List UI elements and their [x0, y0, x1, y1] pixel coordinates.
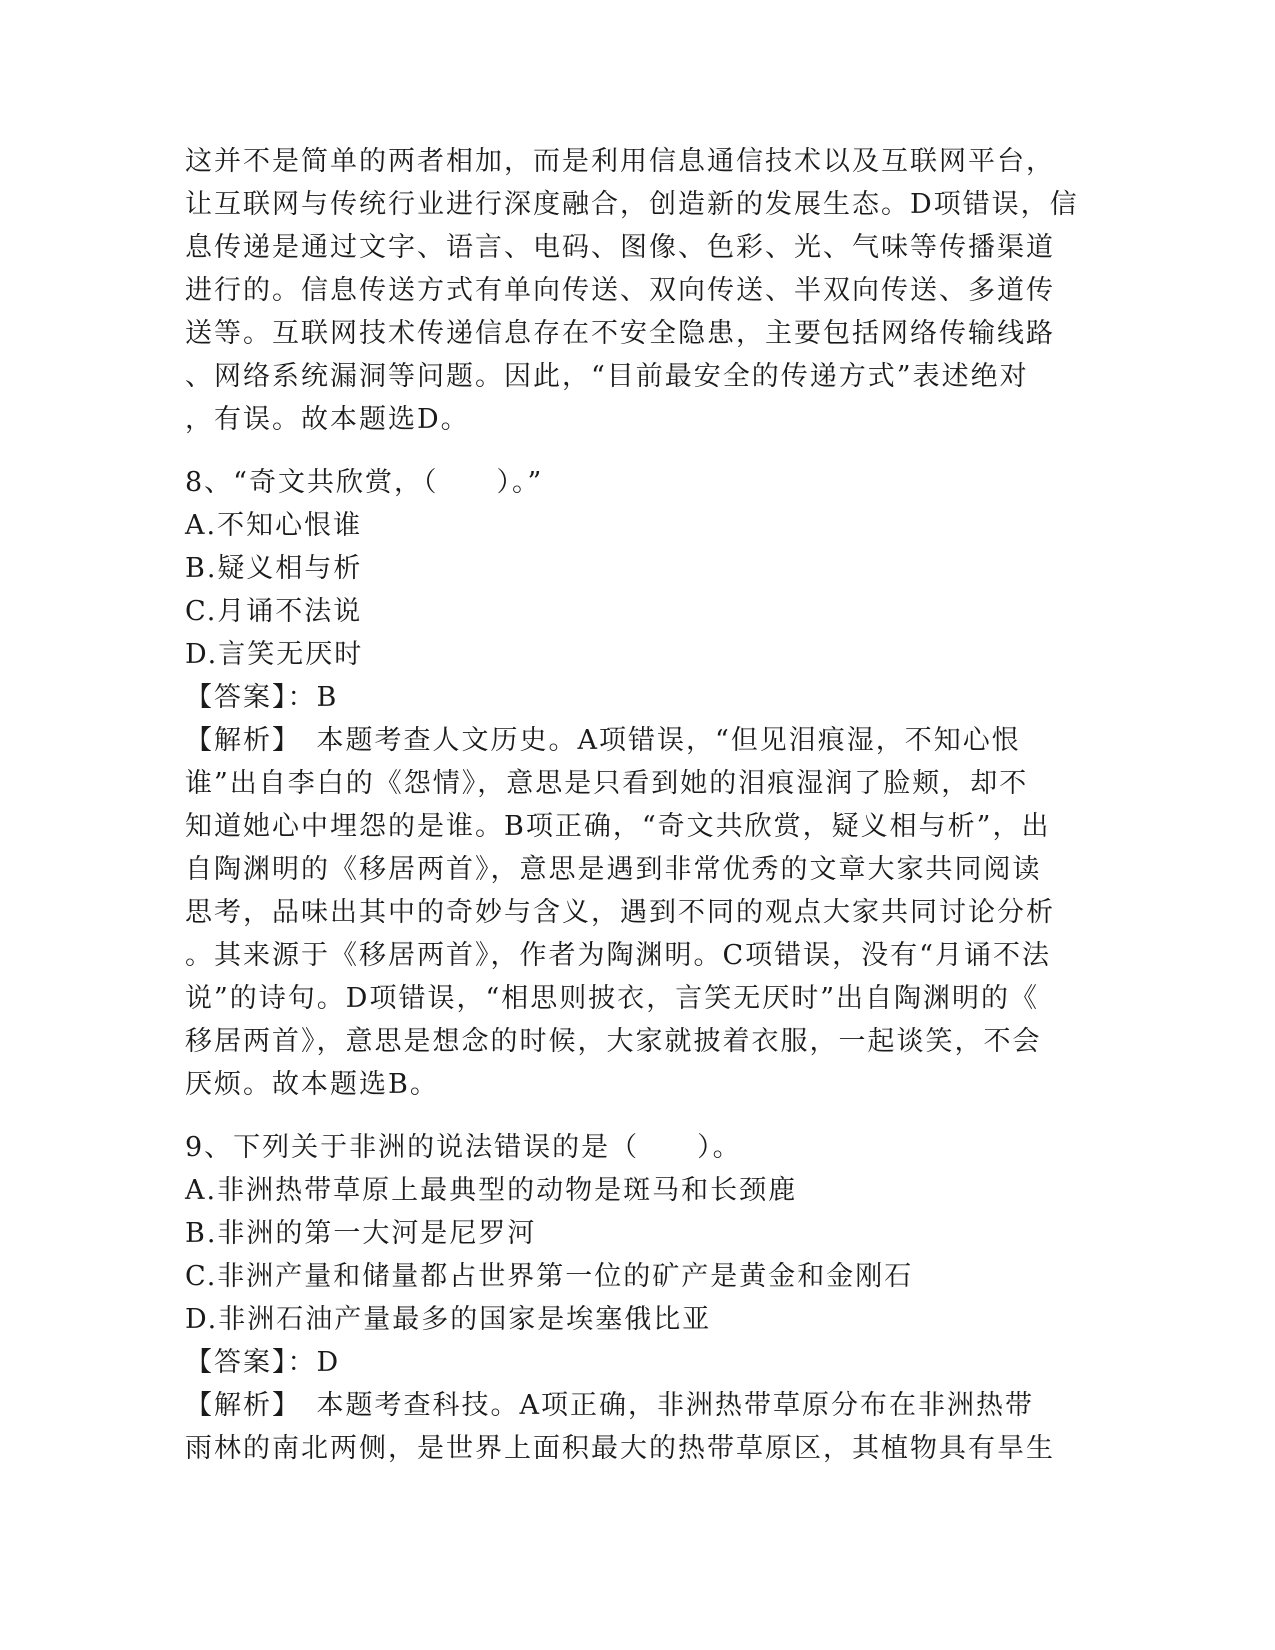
- answer-line: 【答案】：B: [185, 682, 339, 713]
- question-stem: 9、下列关于非洲的说法错误的是（ ）。: [185, 1132, 742, 1163]
- analysis-line: 【解析】 本题考查科技。A项正确，非洲热带草原分布在非洲热带: [185, 1390, 1034, 1421]
- text-line: ，有误。故本题选D。: [185, 404, 470, 435]
- option-a: A.不知心恨谁: [185, 510, 363, 541]
- text-line: 息传递是通过文字、语言、电码、图像、色彩、光、气味等传播渠道: [185, 232, 1055, 263]
- question-stem: 8、“奇文共欣赏，（ ）。”: [185, 467, 544, 498]
- analysis-line: 移居两首》，意思是想念的时候，大家就披着衣服，一起谈笑，不会: [185, 1026, 1042, 1057]
- text-line: 这并不是简单的两者相加，而是利用信息通信技术以及互联网平台，: [185, 146, 1055, 177]
- option-d: D.言笑无厌时: [185, 639, 364, 670]
- option-c: C.非洲产量和储量都占世界第一位的矿产是黄金和金刚石: [185, 1261, 914, 1292]
- option-d: D.非洲石油产量最多的国家是埃塞俄比亚: [185, 1304, 712, 1335]
- option-b: B.非洲的第一大河是尼罗河: [185, 1218, 537, 1249]
- analysis-line: 。其来源于《移居两首》，作者为陶渊明。C项错误，没有“月诵不法: [185, 940, 1051, 971]
- analysis-line: 说”的诗句。D项错误，“相思则披衣，言笑无厌时”出自陶渊明的《: [185, 983, 1040, 1014]
- option-b: B.疑义相与析: [185, 553, 363, 584]
- answer-line: 【答案】：D: [185, 1347, 341, 1378]
- analysis-line: 谁”出自李白的《怨情》，意思是只看到她的泪痕湿润了脸颊，却不: [185, 768, 1029, 799]
- analysis-line: 【解析】 本题考查人文历史。A项错误，“但见泪痕湿，不知心恨: [185, 725, 1021, 756]
- text-line: 送等。互联网技术传递信息存在不安全隐患，主要包括网络传输线路: [185, 318, 1055, 349]
- option-a: A.非洲热带草原上最典型的动物是斑马和长颈鹿: [185, 1175, 798, 1206]
- analysis-line: 雨林的南北两侧，是世界上面积最大的热带草原区，其植物具有旱生: [185, 1433, 1055, 1464]
- analysis-line: 自陶渊明的《移居两首》，意思是遇到非常优秀的文章大家共同阅读: [185, 854, 1042, 885]
- option-c: C.月诵不法说: [185, 596, 363, 627]
- text-line: 让互联网与传统行业进行深度融合，创造新的发展生态。D项错误，信: [185, 189, 1079, 220]
- previous-explanation-continuation: [185, 140, 1085, 441]
- analysis-line: 知道她心中埋怨的是谁。B项正确，“奇文共欣赏，疑义相与析”，出: [185, 811, 1051, 842]
- question-9: [185, 1126, 1085, 1470]
- analysis-line: 思考，品味出其中的奇妙与含义，遇到不同的观点大家共同讨论分析: [185, 897, 1055, 928]
- text-line: 、网络系统漏洞等问题。因此，“目前最安全的传递方式”表述绝对: [185, 361, 1029, 392]
- document-page: [185, 140, 1085, 1470]
- question-8: [185, 461, 1085, 1106]
- analysis-line: 厌烦。故本题选B。: [185, 1069, 439, 1100]
- text-line: 进行的。信息传送方式有单向传送、双向传送、半双向传送、多道传: [185, 275, 1055, 306]
